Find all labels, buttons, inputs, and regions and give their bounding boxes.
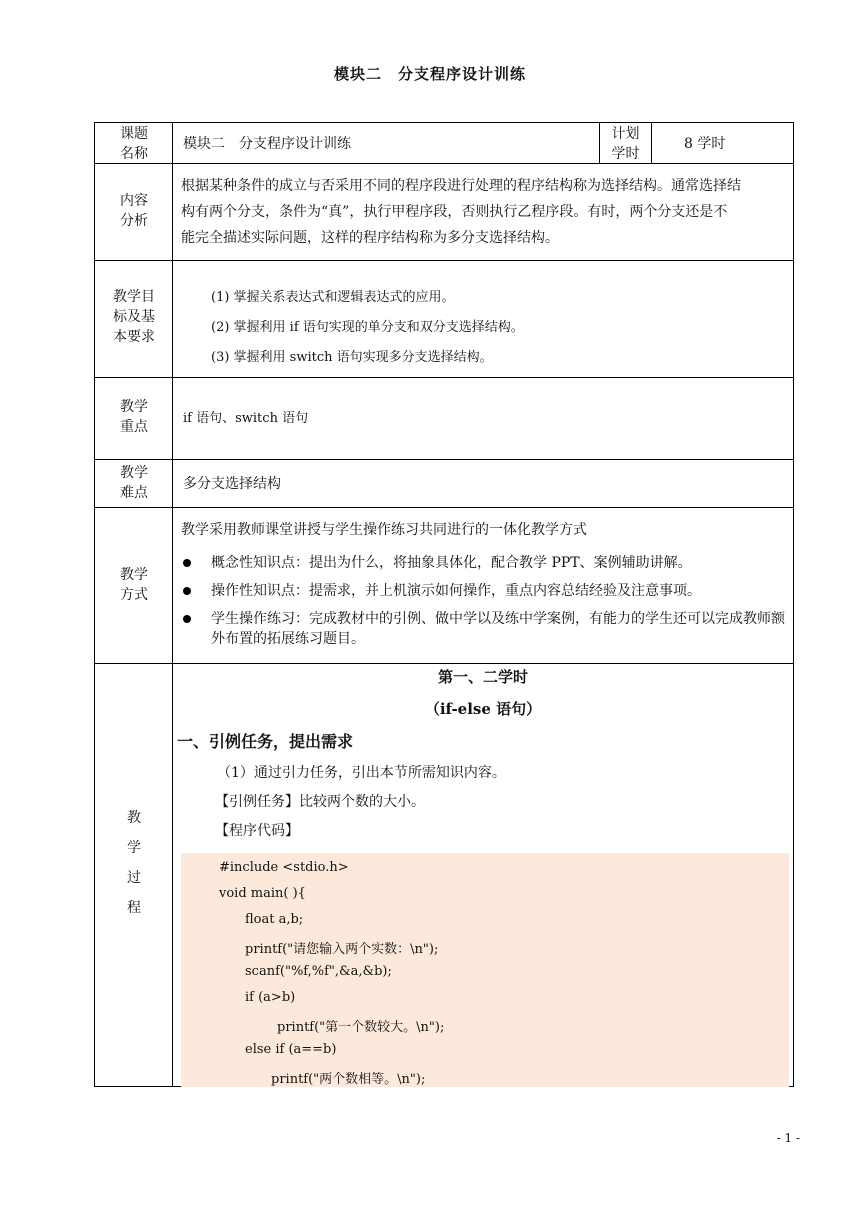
bullet-icon	[183, 587, 191, 595]
method-label: 教学 方式	[120, 567, 148, 603]
bullet-icon	[183, 559, 191, 567]
paragraph: 【引例任务】比较两个数的大小。	[215, 794, 425, 810]
row-divider	[95, 507, 793, 508]
code-line: scanf("%f,%f",&a,&b);	[245, 964, 392, 979]
lesson-title: 第一、二学时	[437, 668, 528, 686]
column-divider	[651, 123, 652, 163]
content-analysis-text: 根据某种条件的成立与否采用不同的程序段进行处理的程序结构称为选择结构。通常选择结 构有两个分支，条件为“真”，执行甲程序段，否则执行乙程序段。有时，两个分支还是不 能完全描述实际问题，这样的程序结构称为多分支选择结构。	[181, 178, 741, 246]
method-bullet: 操作性知识点：提需求，并上机演示如何操作，重点内容总结经验及注意事项。	[181, 581, 785, 601]
planned-hours-value: 8 学时	[684, 136, 726, 152]
lesson-subtitle: （if-else 语句）	[424, 700, 542, 718]
page-title: 模块二 分支程序设计训练	[333, 65, 526, 83]
difficulties-label: 教学 难点	[120, 465, 148, 501]
lesson-plan-table	[94, 122, 794, 1087]
code-line: if (a>b)	[245, 990, 296, 1005]
process-content	[177, 667, 785, 841]
code-line: #include <stdio.h>	[219, 860, 349, 875]
page-number: - 1 -	[776, 1131, 800, 1145]
code-line: printf("第一个数较大。\n");	[277, 1020, 445, 1035]
method-intro: 教学采用教师课堂讲授与学生操作练习共同进行的一体化教学方式	[181, 522, 587, 538]
topic-value: 模块二 分支程序设计训练	[183, 136, 351, 152]
code-block	[181, 853, 789, 1087]
method-bullet: 概念性知识点：提出为什么，将抽象具体化，配合教学 PPT、案例辅助讲解。	[181, 553, 785, 573]
planned-hours-label: 计划 学时	[611, 126, 640, 162]
difficulties-text: 多分支选择结构	[183, 476, 281, 492]
code-line: float a,b;	[245, 912, 304, 927]
paragraph: （1）通过引力任务，引出本节所需知识内容。	[217, 765, 506, 781]
row-divider	[95, 377, 793, 378]
paragraph: 【程序代码】	[215, 823, 299, 839]
row-divider	[95, 459, 793, 460]
code-line: else if (a==b)	[245, 1042, 337, 1057]
code-line: void main( ){	[219, 886, 306, 901]
code-line: printf("两个数相等。\n");	[271, 1072, 426, 1087]
section-heading: 一、引例任务，提出需求	[177, 732, 354, 751]
key-points-text: if 语句、switch 语句	[183, 411, 309, 426]
row-divider	[95, 260, 793, 261]
goal-item: (1) 掌握关系表达式和逻辑表达式的应用。	[211, 290, 455, 305]
row-divider	[95, 663, 793, 664]
goal-item: (2) 掌握利用 if 语句实现的单分支和双分支选择结构。	[211, 320, 524, 335]
method-bullet: 学生操作练习：完成教材中的引例、做中学以及练中学案例，有能力的学生还可以完成教师额外布置的拓展练习题目。	[181, 609, 785, 649]
topic-label: 课题 名称	[120, 126, 148, 162]
method-content	[181, 519, 785, 657]
goals-list	[181, 283, 785, 373]
bullet-icon	[183, 615, 191, 623]
goals-label: 教学目 标及基 本要求	[113, 289, 155, 345]
key-points-label: 教学 重点	[120, 399, 148, 435]
content-analysis-label: 内容 分析	[120, 193, 148, 229]
row-divider	[95, 163, 793, 164]
goal-item: (3) 掌握利用 switch 语句实现多分支选择结构。	[211, 350, 493, 365]
process-label: 教 学 过 程	[127, 810, 141, 916]
code-line: printf("请您输入两个实数：\n");	[245, 942, 439, 957]
